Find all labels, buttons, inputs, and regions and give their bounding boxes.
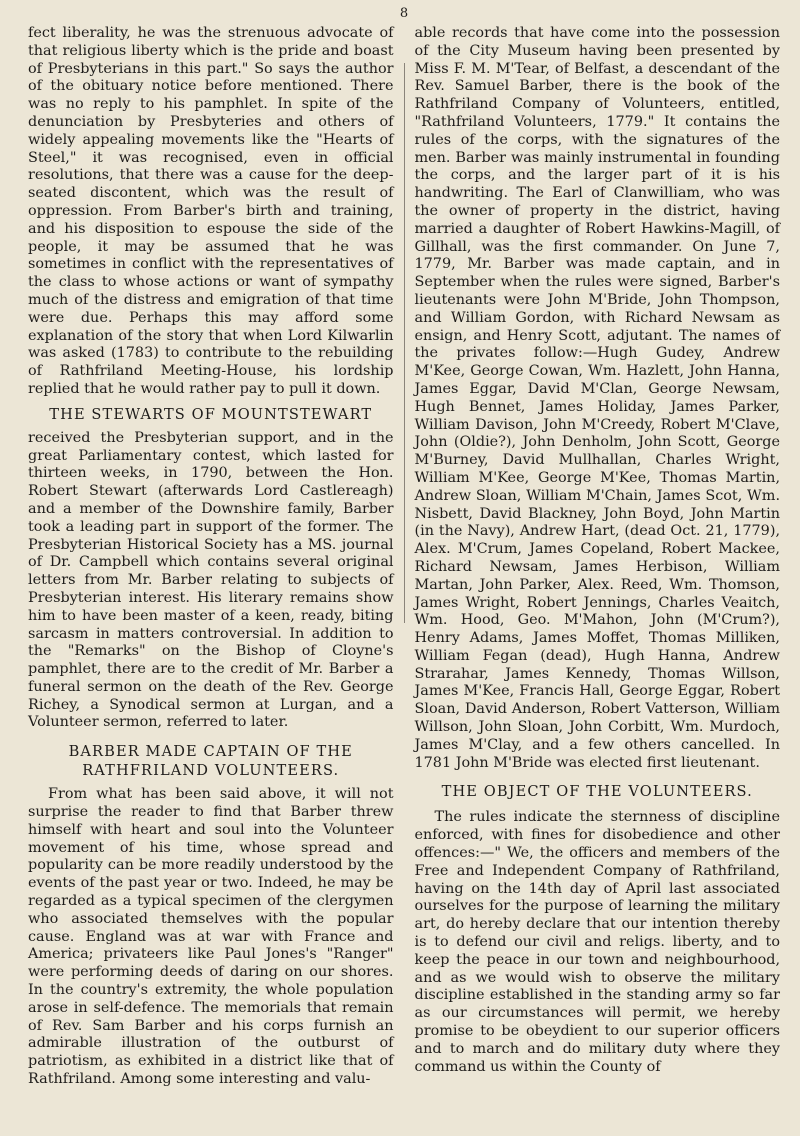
heading-stewarts: THE STEWARTS OF MOUNTSTEWART — [49, 405, 373, 423]
right-paragraph-2: The rules indicate the sternness of discipline enforced, with fines for disobedience and other offences:—" We, the officers and members of the Free and Independent Company of Rathfriland, having on the 14th day of April last associated ourselves for the purpose of learning the military art, do hereby declare that our intention thereby is to defend our civil and religs. liberty, and to keep the peace in our town and neighbourhood, and as we would wish to observe the military discipline established in the standing army so far as our circumstances will permit, we hereby promise to be obeydient to our superior officers and to march and do military duty where they command us within the County of — [414, 809, 781, 1075]
left-paragraph-1: fect liberality, he was the strenuous advocate of that religious liberty which is the pride and boast of Presbyterians in this part." So says the author of the obituary notice before mentioned. There was no reply to his pamphlet. In spite of the denunciation by Presbyteries and others of widely appealing movements like the "Hearts of Steel," it was recognised, even in official resolutions, that there was a cause for the deep-seated discontent, which was the result of oppression. From Barber's birth and training, and his disposition to espouse the side of the people, it may be assumed that he was sometimes in conflict with the representatives of the class to whose actions or want of sympathy much of the distress and emigration of that time were due. Perhaps this may afford some explanation of the story that when Lord Kilwarlin was asked (1783) to contribute to the rebuilding of Rathfriland Meeting-House, his lordship replied that he would rather pay to pull it down. — [28, 25, 394, 397]
text-columns — [28, 25, 780, 1135]
right-paragraph-1: able records that have come into the possession of the City Museum having been presented by Miss F. M. M'Tear, of Belfast, a descendant of the Rev. Samuel Barber, there is the book of the Rathfriland Company of Volunteers, entitled, "Rathfriland Volunteers, 1779." It contains the rules of the corps, with the signatures of the men. Barber was mainly instrumental in founding the corps, and the larger part of it is his handwriting. The Earl of Clanwilliam, who was the owner of property in the district, having married a daughter of Robert Hawkins-Magill, of Gillhall, was the first commander. On June 7, 1779, Mr. Barber was made captain, and in September when the rules were signed, Barber's lieutenants were John M'Bride, John Thompson, and William Gordon, with Richard Newsam as ensign, and Henry Scott, adjutant. The names of the privates follow:—Hugh Gudey, Andrew M'Kee, George Cowan, Wm. Hazlett, John Hanna, James Eggar, David M'Clan, George Newsam, Hugh Bennet, James Holiday, James Parker, William Davison, John M'Creedy, Robert M'Clave, John (Oldie?), John Denholm, John Scott, George M'Burney, David Mullhallan, Charles Wright, William M'Kee, George M'Kee, Thomas Martin, Andrew Sloan, William M'Chain, James Scot, Wm. Nisbett, David Blackney, John Boyd, John Martin (in the Navy), Andrew Hart, (dead Oct. 21, 1779), Alex. M'Crum, James Copeland, Robert Mackee, Richard Newsam, James Herbison, William Martan, John Parker, Alex. Reed, Wm. Thomson, James Wright, Robert Jennings, Charles Veaitch, Wm. Hood, Geo. M'Mahon, John (M'Crum?), Henry Adams, James Moffet, Thomas Milliken, William Fegan (dead), Hugh Hanna, Andrew Strarahar, James Kennedy, Thomas Willson, James M'Kee, Francis Hall, George Eggar, Robert Sloan, David Anderson, Robert Vatterson, William Willson, John Sloan, John Corbitt, Wm. Murdoch, James M'Clay, and a few others cancelled. In 1781 John M'Bride was elected first lieutenant. — [414, 25, 781, 771]
right-column — [405, 25, 781, 1135]
page-number: 8 — [399, 6, 409, 21]
heading-barber-captain-line-2: RATHFRILAND VOLUNTEERS. — [82, 762, 340, 780]
heading-barber-captain — [28, 742, 394, 780]
left-paragraph-2: received the Presbyterian support, and in the great Parliamentary contest, which lasted for thirteen weeks, in 1790, between the Hon. Robert Stewart (afterwards Lord Castlereagh) and a member of the Downshire family, Barber took a leading part in support of the former. The Presbyterian Historical Society has a MS. journal of Dr. Campbell which contains several original letters from Mr. Barber relating to subjects of Presbyterian interest. His literary remains show him to have been master of a keen, ready, biting sarcasm in matters controversial. In addition to the "Remarks" on the Bishop of Cloyne's pamphlet, there are to the credit of Mr. Barber a funeral sermon on the death of the Rev. George Richey, a Synodical sermon at Lurgan, and a Volunteer sermon, referred to later. — [28, 429, 394, 731]
left-paragraph-3: From what has been said above, it will not surprise the reader to find that Barber threw himself with heart and soul into the Volunteer movement of his time, whose spread and popularity can be more readily understood by the events of the past year or two. Indeed, he may be regarded as a typical specimen of the clergymen who associated themselves with the popular cause. England was at war with France and America; privateers like Paul Jones's "Ranger" were performing deeds of daring on our shores. In the country's extremity, the whole population arose in self-defence. The memorials that remain of Rev. Sam Barber and his corps furnish an admirable illustration of the outburst of patriotism, as exhibited in a district like that of Rathfriland. Among some interesting and valu- — [28, 786, 394, 1088]
left-column — [28, 25, 404, 1135]
heading-object-volunteers: THE OBJECT OF THE VOLUNTEERS. — [441, 783, 753, 801]
heading-barber-captain-line-1: BARBER MADE CAPTAIN OF THE — [68, 743, 353, 761]
